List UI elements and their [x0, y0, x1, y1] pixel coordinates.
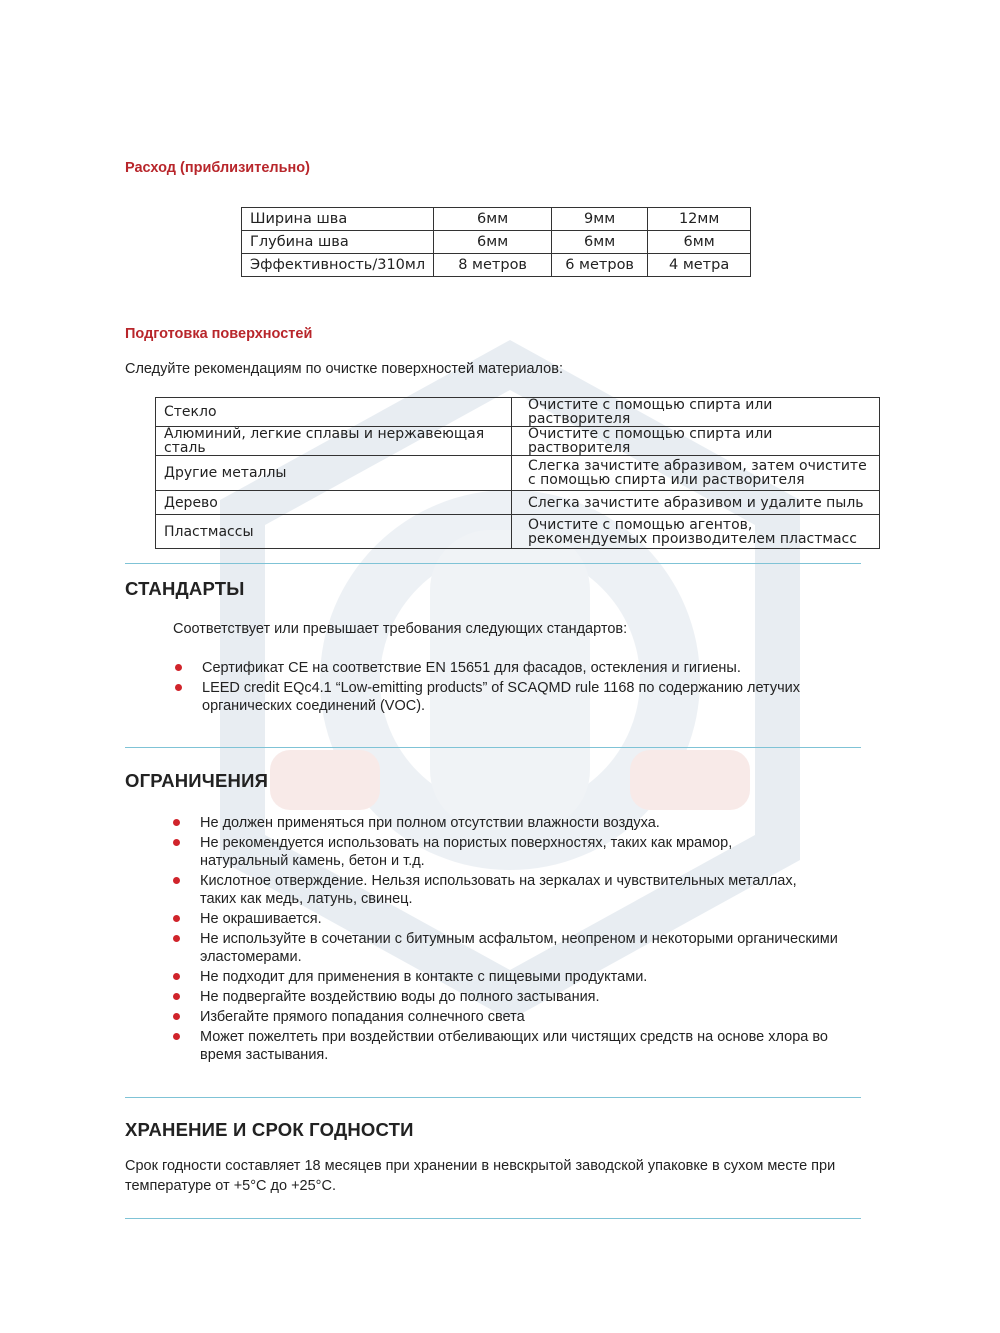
table-cell: 6мм	[552, 231, 648, 254]
bullet-icon	[173, 1013, 180, 1020]
divider	[125, 1218, 861, 1219]
list-item: Сертификат CE на соответствие EN 15651 для фасадов, остекления и гигиены.	[175, 659, 845, 677]
table-cell: Пластмассы	[156, 515, 512, 549]
table-cell: Другие металлы	[156, 456, 512, 491]
standards-intro: Соответствует или превышает требования следующих стандартов:	[173, 621, 628, 637]
table-cell: 9мм	[552, 208, 648, 231]
table-cell: Ширина шва	[242, 208, 434, 231]
table-cell: 6 метров	[552, 254, 648, 277]
standards-list	[175, 659, 845, 717]
table-cell: Алюминий, легкие сплавы и нержавеющая сталь	[156, 427, 512, 456]
table-cell: Слегка зачистите абразивом, затем очистите с помощью спирта или растворителя	[512, 456, 880, 491]
table-cell: 6мм	[648, 231, 751, 254]
preparation-heading: Подготовка поверхностей	[125, 326, 313, 342]
bullet-icon	[175, 684, 182, 691]
consumption-table	[241, 207, 751, 277]
limitations-heading: ОГРАНИЧЕНИЯ	[125, 770, 269, 791]
table-cell: 12мм	[648, 208, 751, 231]
table-cell: 4 метра	[648, 254, 751, 277]
standards-heading: СТАНДАРТЫ	[125, 578, 245, 599]
table-row	[156, 456, 880, 491]
table-row	[242, 208, 751, 231]
table-cell: Эффективность/310мл	[242, 254, 434, 277]
table-cell: Очистите с помощью агентов, рекомендуемых производителем пластмасс	[512, 515, 880, 549]
bullet-icon	[173, 935, 180, 942]
bullet-icon	[173, 915, 180, 922]
table-cell: Стекло	[156, 398, 512, 427]
list-item: Не подвергайте воздействию воды до полного застывания.	[173, 988, 873, 1006]
table-row	[156, 491, 880, 515]
list-item: Не используйте в сочетании с битумным асфальтом, неопреном и некоторыми органическими эластомерами.	[173, 930, 873, 966]
bullet-icon	[173, 839, 180, 846]
table-row	[242, 231, 751, 254]
bullet-icon	[173, 973, 180, 980]
bullet-icon	[175, 664, 182, 671]
bullet-icon	[173, 993, 180, 1000]
bullet-icon	[173, 1033, 180, 1040]
divider	[125, 1097, 861, 1098]
consumption-heading: Расход (приблизительно)	[125, 160, 310, 176]
divider	[125, 747, 861, 748]
list-item: Не должен применяться при полном отсутствии влажности воздуха.	[173, 814, 873, 832]
table-cell: Глубина шва	[242, 231, 434, 254]
storage-text: Срок годности составляет 18 месяцев при хранении в невскрытой заводской упаковке в сухом месте при температуре от +5°С до +25°С.	[125, 1158, 836, 1194]
list-item: Может пожелтеть при воздействии отбеливающих или чистящих средств на основе хлора во время застывания.	[173, 1028, 873, 1064]
table-cell: Дерево	[156, 491, 512, 515]
limitations-list	[173, 814, 873, 1066]
bullet-icon	[173, 819, 180, 826]
preparation-intro: Следуйте рекомендациям по очистке поверхностей материалов:	[125, 361, 563, 377]
list-item: Не подходит для применения в контакте с пищевыми продуктами.	[173, 968, 873, 986]
table-row	[242, 254, 751, 277]
storage-heading: ХРАНЕНИЕ И СРОК ГОДНОСТИ	[125, 1119, 414, 1140]
list-item: Кислотное отверждение. Нельзя использовать на зеркалах и чувствительных металлах, таких как медь, латунь, свинец.	[173, 872, 873, 908]
divider	[125, 563, 861, 564]
table-cell: 6мм	[434, 231, 552, 254]
table-cell: Слегка зачистите абразивом и удалите пыль	[512, 491, 880, 515]
table-cell: Очистите с помощью спирта или растворителя	[512, 427, 880, 456]
list-item: Избегайте прямого попадания солнечного света	[173, 1008, 873, 1026]
table-row	[156, 398, 880, 427]
preparation-table	[155, 397, 880, 549]
table-cell: Очистите с помощью спирта или растворителя	[512, 398, 880, 427]
list-item: Не окрашивается.	[173, 910, 873, 928]
table-cell: 8 метров	[434, 254, 552, 277]
list-item: LEED credit EQc4.1 “Low-emitting products” of SCAQMD rule 1168 по содержанию летучих органических соединений (VOC).	[175, 679, 845, 715]
bullet-icon	[173, 877, 180, 884]
table-row	[156, 515, 880, 549]
table-row	[156, 427, 880, 456]
list-item: Не рекомендуется использовать на пористых поверхностях, таких как мрамор, натуральный камень, бетон и т.д.	[173, 834, 873, 870]
table-cell: 6мм	[434, 208, 552, 231]
